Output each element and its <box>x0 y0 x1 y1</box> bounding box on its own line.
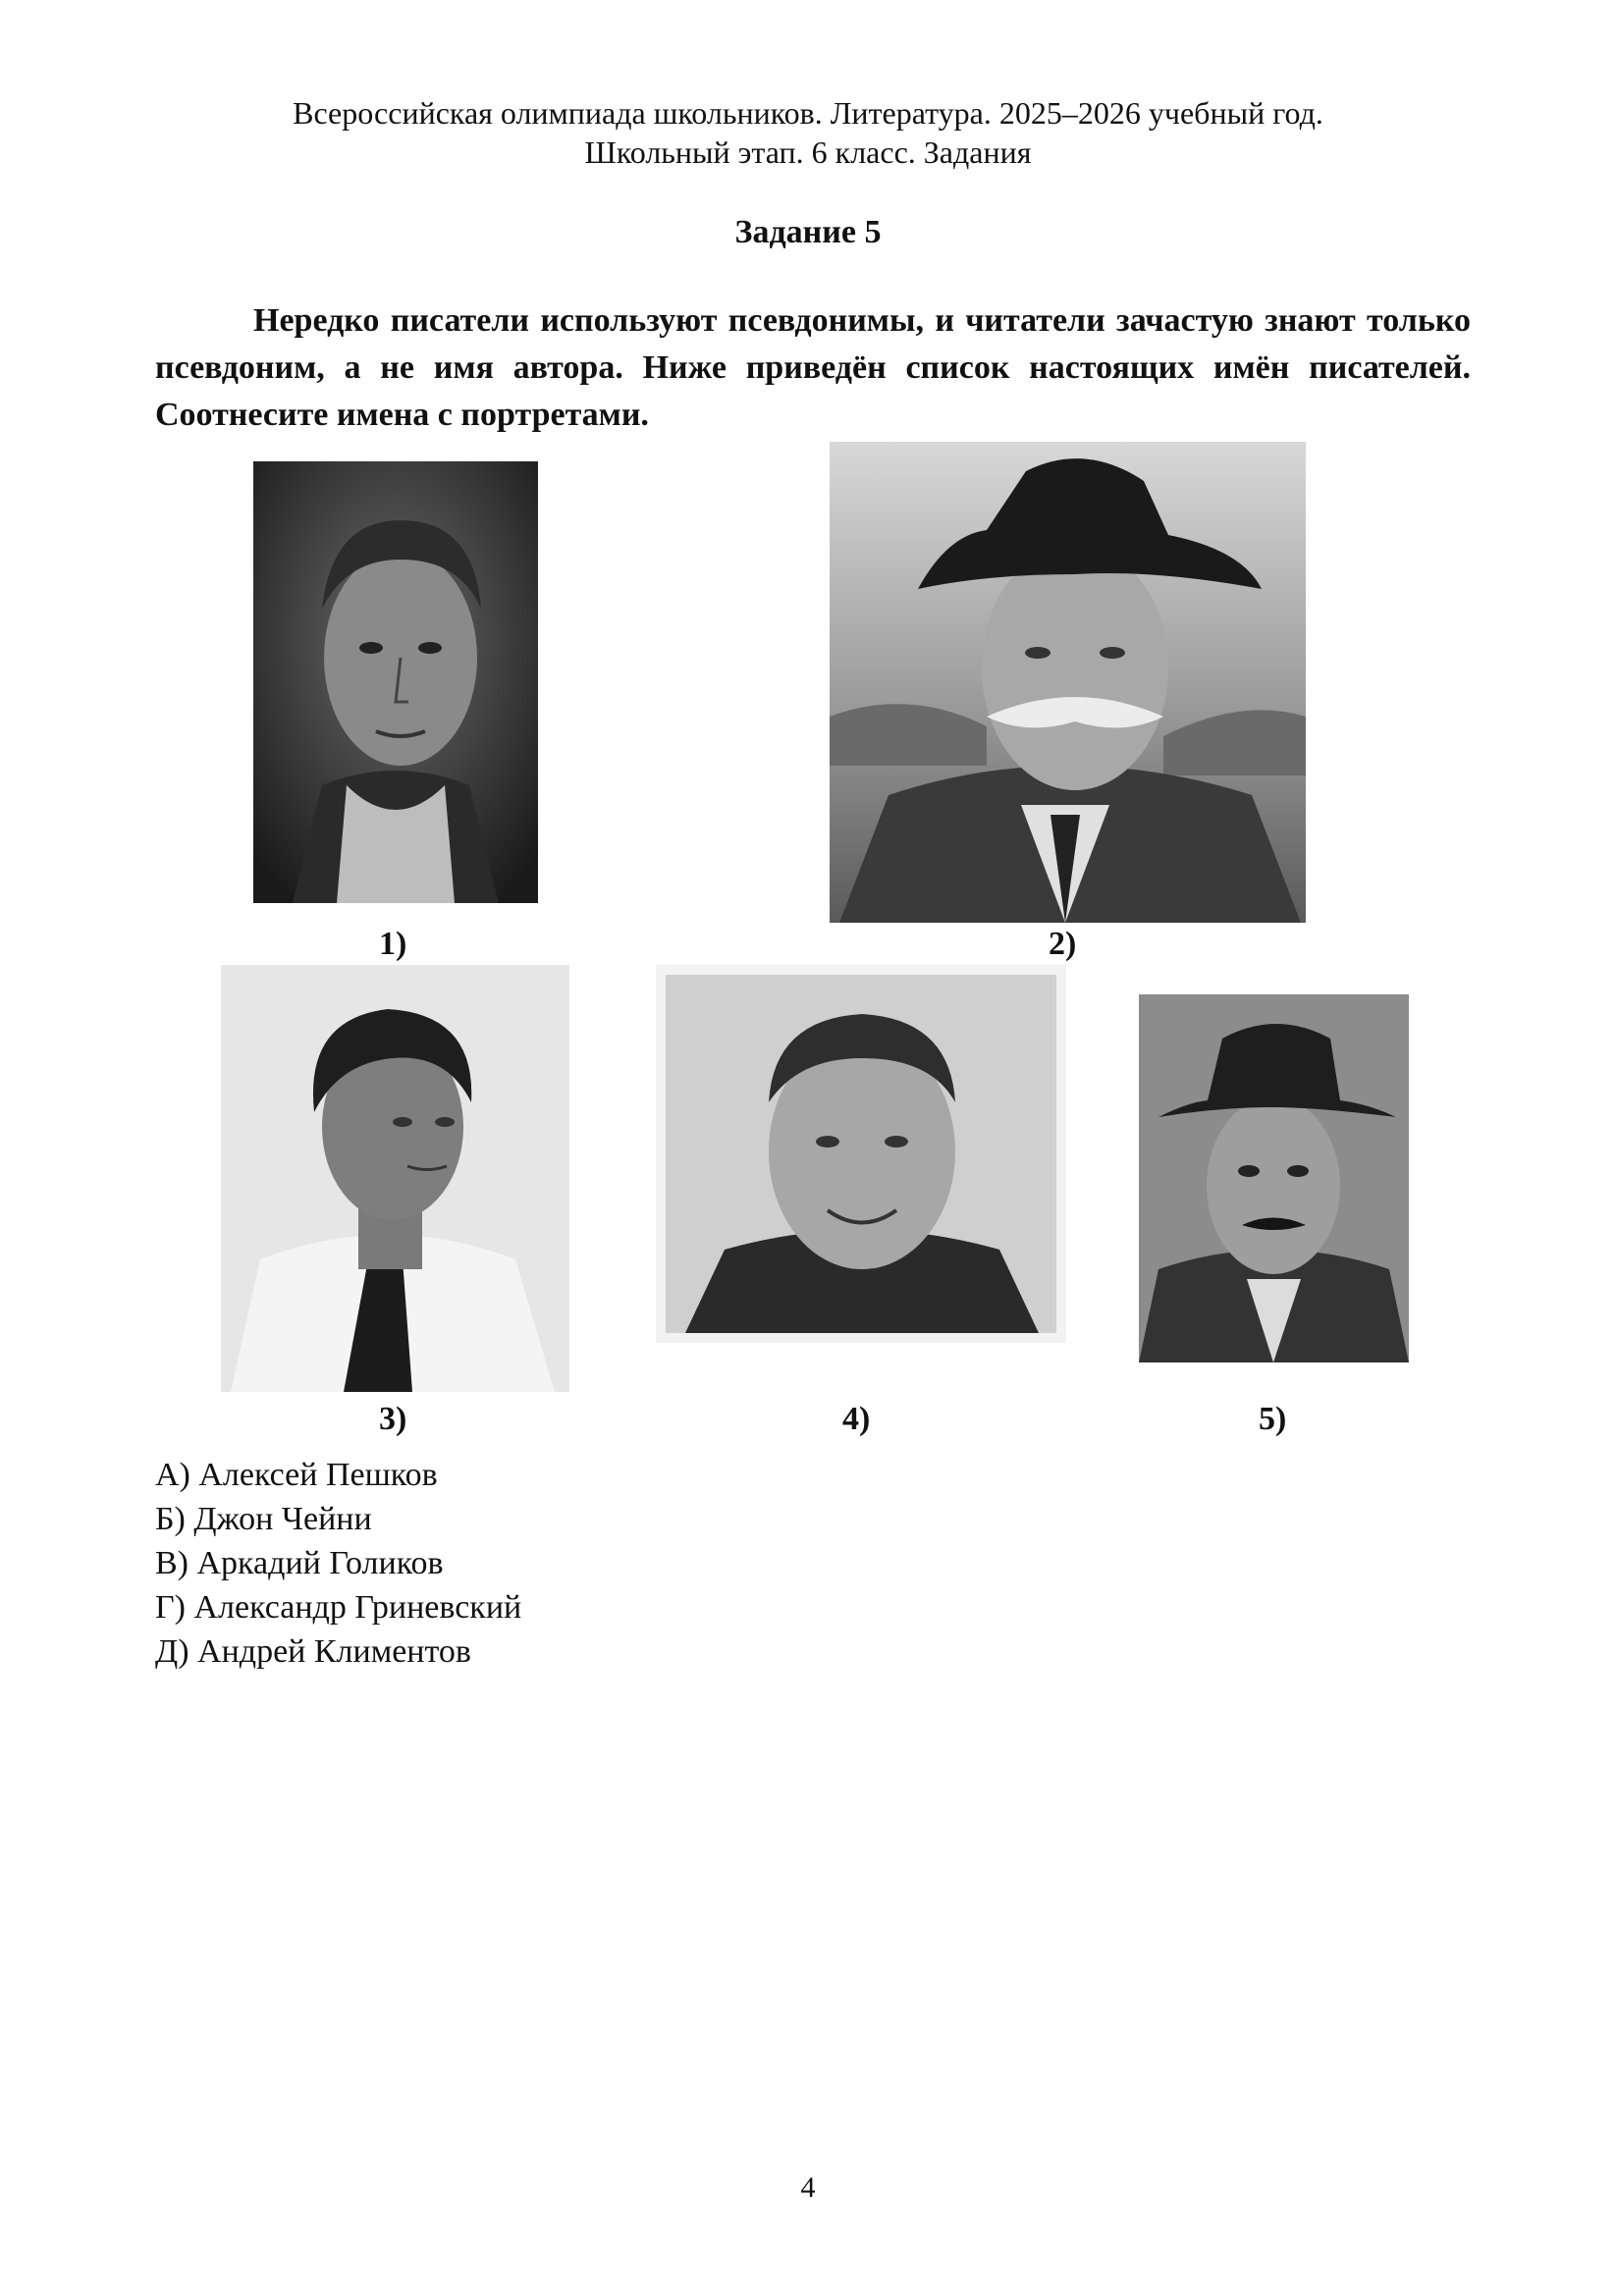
portrait-4-icon <box>656 965 1066 1343</box>
task-title: Задание 5 <box>734 214 882 250</box>
page-number: 4 <box>800 2171 816 2204</box>
portrait-5-icon <box>1139 994 1409 1362</box>
header-line-2: Школьный этап. 6 класс. Задания <box>584 134 1032 170</box>
portrait-3-icon <box>221 965 569 1392</box>
answer-d: Д) Андрей Климентов <box>155 1633 471 1670</box>
portrait-1-label: 1) <box>379 926 407 962</box>
answer-v: В) Аркадий Голиков <box>155 1545 444 1581</box>
answer-b: Б) Джон Чейни <box>155 1501 372 1537</box>
portrait-3-label: 3) <box>379 1401 407 1437</box>
answer-a: А) Алексей Пешков <box>155 1457 438 1493</box>
portrait-2-icon <box>830 442 1306 923</box>
portrait-5-label: 5) <box>1259 1401 1287 1437</box>
portrait-1-icon <box>253 461 538 903</box>
portrait-2-label: 2) <box>1049 926 1077 962</box>
answer-list <box>155 1453 521 1674</box>
answer-g: Г) Александр Гриневский <box>155 1589 522 1626</box>
task-intro: Нередко писатели используют псевдонимы, и читатели зачастую знают только псевдоним, а не имя автора. Ниже приведён список настоящих имён писателей. Соотнесите имена с портретами. <box>155 302 1471 433</box>
portrait-4-label: 4) <box>842 1401 871 1437</box>
header-line-1: Всероссийская олимпиада школьников. Литература. 2025–2026 учебный год. <box>293 95 1323 131</box>
